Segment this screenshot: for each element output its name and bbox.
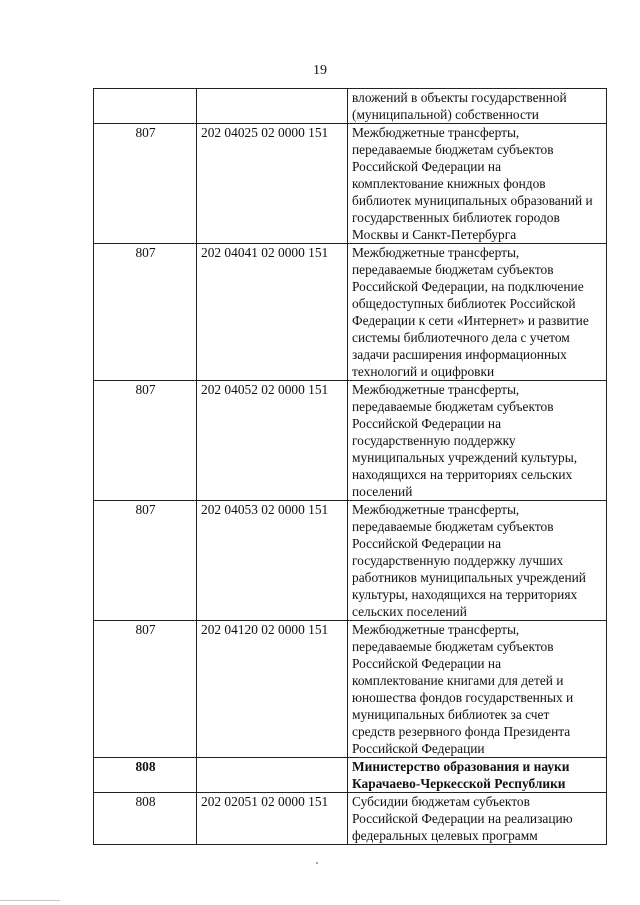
revenue-name-cell	[348, 381, 607, 501]
name-line: Межбюджетные трансферты,	[352, 382, 520, 397]
name-line: комплектование книжных фондов	[352, 176, 546, 191]
name-line: общедоступных библиотек Российской	[352, 296, 576, 311]
revenue-code-cell: 202 02051 02 0000 151	[197, 793, 348, 845]
name-line: Федерации к сети «Интернет» и развитие	[352, 313, 589, 328]
admin-code-cell: 807	[94, 244, 197, 381]
table-row	[94, 381, 607, 501]
table-row	[94, 793, 607, 845]
name-line: задачи расширения информационных	[352, 347, 567, 362]
revenue-name-cell	[348, 758, 607, 793]
scan-artifact-line	[0, 900, 60, 901]
name-line: библиотек муниципальных образований и	[352, 193, 593, 208]
name-line: технологий и оцифровки	[352, 364, 495, 379]
revenue-code-cell: 202 04120 02 0000 151	[197, 621, 348, 758]
name-line: находящихся на территориях сельских	[352, 467, 573, 482]
name-line: передаваемые бюджетам субъектов	[352, 142, 554, 157]
table-row	[94, 89, 607, 124]
name-line: Межбюджетные трансферты,	[352, 125, 520, 140]
name-line: системы библиотечного дела с учетом	[352, 330, 570, 345]
admin-code-cell	[94, 89, 197, 124]
revenue-code-cell	[197, 758, 348, 793]
name-line: работников муниципальных учреждений	[352, 570, 586, 585]
admin-code-cell: 807	[94, 381, 197, 501]
table-row	[94, 621, 607, 758]
name-line: передаваемые бюджетам субъектов	[352, 399, 554, 414]
revenue-code-cell: 202 04025 02 0000 151	[197, 124, 348, 244]
page-number: 19	[313, 63, 327, 78]
name-line: Российской Федерации на	[352, 416, 502, 431]
admin-code-cell: 807	[94, 124, 197, 244]
revenue-code-cell: 202 04053 02 0000 151	[197, 501, 348, 621]
name-line: культуры, находящихся на территориях	[352, 587, 578, 602]
revenue-code-cell: 202 04041 02 0000 151	[197, 244, 348, 381]
name-line: Российской Федерации на реализацию	[352, 811, 573, 826]
name-line: вложений в объекты государственной	[352, 90, 567, 105]
name-line: Москвы и Санкт-Петербурга	[352, 227, 517, 242]
name-line: сельских поселений	[352, 604, 467, 619]
name-line: передаваемые бюджетам субъектов	[352, 639, 554, 654]
revenue-name-cell	[348, 621, 607, 758]
name-line: Субсидии бюджетам субъектов	[352, 794, 530, 809]
name-line: Межбюджетные трансферты,	[352, 622, 520, 637]
name-line: поселений	[352, 484, 413, 499]
revenue-name-cell	[348, 501, 607, 621]
revenue-name-cell	[348, 124, 607, 244]
name-line: передаваемые бюджетам субъектов	[352, 262, 554, 277]
admin-code-cell: 807	[94, 621, 197, 758]
name-line: юношества фондов государственных и	[352, 690, 574, 705]
revenue-name-cell	[348, 89, 607, 124]
revenue-code-cell: 202 04052 02 0000 151	[197, 381, 348, 501]
name-line: государственных библиотек городов	[352, 210, 560, 225]
revenue-code-cell	[197, 89, 348, 124]
name-line: Министерство образования и науки	[352, 759, 570, 774]
name-line: Межбюджетные трансферты,	[352, 245, 520, 260]
table-row	[94, 758, 607, 793]
name-line: государственную поддержку лучших	[352, 553, 564, 568]
name-line: Межбюджетные трансферты,	[352, 502, 520, 517]
name-line: муниципальных учреждений культуры,	[352, 450, 578, 465]
table-row	[94, 244, 607, 381]
table-body	[94, 89, 607, 845]
admin-code-cell: 807	[94, 501, 197, 621]
revenue-name-cell	[348, 793, 607, 845]
name-line: (муниципальной) собственности	[352, 107, 539, 122]
name-line: Российской Федерации на	[352, 159, 502, 174]
name-line: Российской Федерации	[352, 741, 485, 756]
revenue-name-cell	[348, 244, 607, 381]
name-line: Российской Федерации, на подключение	[352, 279, 584, 294]
admin-code-cell: 808	[94, 793, 197, 845]
name-line: средств резервного фонда Президента	[352, 724, 571, 739]
name-line: государственную поддержку	[352, 433, 516, 448]
name-line: Карачаево-Черкесской Республики	[352, 776, 566, 791]
table-row	[94, 124, 607, 244]
budget-classification-table	[93, 88, 607, 845]
name-line: федеральных целевых программ	[352, 828, 538, 843]
name-line: Российской Федерации на	[352, 656, 502, 671]
name-line: комплектование книгами для детей и	[352, 673, 564, 688]
name-line: передаваемые бюджетам субъектов	[352, 519, 554, 534]
scan-speck	[316, 862, 318, 864]
name-line: Российской Федерации на	[352, 536, 502, 551]
table-row	[94, 501, 607, 621]
admin-code-cell: 808	[94, 758, 197, 793]
name-line: муниципальных библиотек за счет	[352, 707, 550, 722]
